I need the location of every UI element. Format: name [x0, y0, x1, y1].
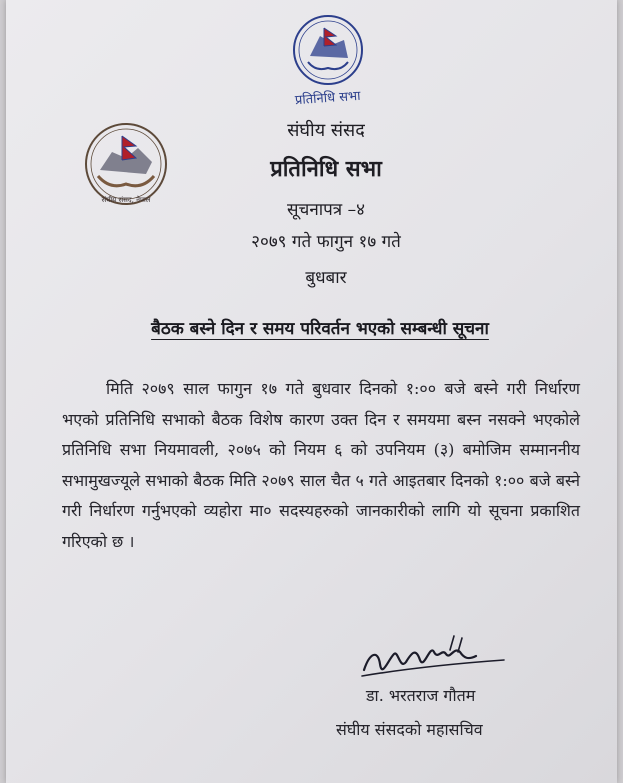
notice-body: मिति २०७९ साल फागुन १७ गते बुधवार दिनको १:०० बजे बस्ने गरी निर्धारण भएको प्रतिनिधि सभाको बैठक विशेष कारण उक्त दिन र समयमा बस्न नसक्ने भएकोले प्रतिनिधि सभा नियमावली, २०७५ को नियम ६ को उपनियम (३) बमोजिम सम्माननीय सभामुखज्यूले सभाको बैठक मिति २०७९ साल चैत ५ गते आइतबार दिनको १:०० बजे बस्ने गरी निर्धारण गर्नुभएको व्यहोरा मा० सदस्यहरुको जानकारीको लागि यो सूचना प्रकाशित गरिएको छ ।: [62, 379, 580, 551]
parliament-name: संघीय संसद: [287, 120, 365, 141]
notice-number: सूचनापत्र –४: [287, 200, 365, 220]
notice-document: [6, 0, 617, 783]
house-name: प्रतिनिधि सभा: [270, 156, 382, 182]
signatory-name: डा. भरतराज गौतम: [366, 686, 476, 705]
signatory-title: संघीय संसदको महासचिव: [336, 720, 483, 739]
logo-left-caption: संघीय संसद, नेपाल: [101, 196, 151, 204]
house-of-representatives-logo-icon: [278, 10, 378, 110]
signature-icon: [358, 630, 508, 690]
notice-subject: बैठक बस्ने दिन र समय परिवर्तन भएको सम्बन्धी सूचना: [151, 319, 489, 339]
notice-date: २०७९ गते फागुन १७ गते: [251, 232, 401, 252]
logo-top-caption: प्रतिनिधि सभा: [294, 88, 361, 109]
notice-weekday: बुधबार: [305, 268, 347, 288]
